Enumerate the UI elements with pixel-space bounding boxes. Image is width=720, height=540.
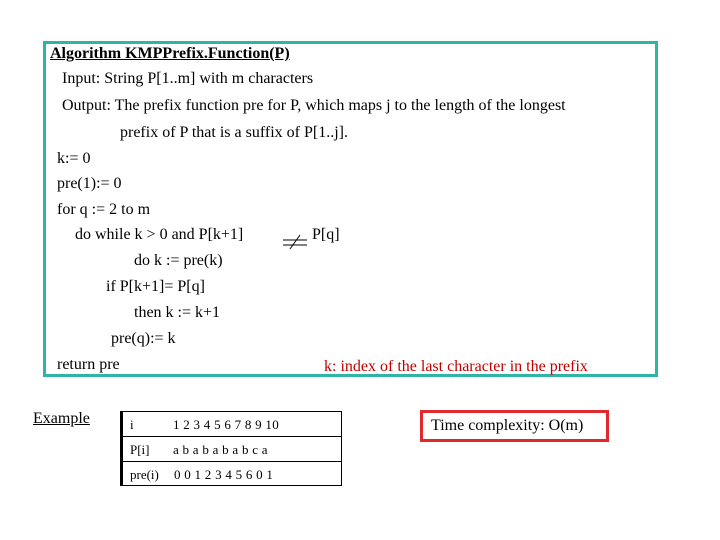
- row-label: pre(i): [130, 467, 159, 482]
- table-row: [123, 462, 341, 487]
- code-line-do-k: do k := pre(k): [134, 252, 223, 269]
- code-line-pre-assign: pre(q):= k: [111, 330, 176, 347]
- algorithm-input: Input: String P[1..m] with m characters: [62, 70, 314, 87]
- example-table: [120, 411, 342, 486]
- code-line-if: if P[k+1]= P[q]: [106, 278, 205, 295]
- code-line-k-init: k:= 0: [57, 150, 91, 167]
- code-line-for: for q := 2 to m: [57, 201, 151, 218]
- code-line-return: return pre: [57, 356, 120, 373]
- table-row: [123, 412, 341, 437]
- row-label: P[i]: [130, 442, 150, 457]
- code-line-while-rhs: P[q]: [312, 226, 340, 243]
- code-line-then: then k := k+1: [134, 304, 221, 321]
- code-line-pre-init: pre(1):= 0: [57, 175, 122, 192]
- algorithm-note: k: index of the last character in the prefix: [324, 358, 588, 375]
- algorithm-title: Algorithm KMPPrefix.Function(P): [50, 45, 290, 62]
- algorithm-output-line1: Output: The prefix function pre for P, which maps j to the length of the longest: [62, 97, 566, 114]
- not-equal-icon: [282, 234, 308, 250]
- row-cells: a b a b a b a b c a: [173, 442, 268, 457]
- row-label: i: [130, 417, 134, 432]
- table-row: [123, 437, 341, 462]
- row-cells: 0 0 1 2 3 4 5 6 0 1: [174, 467, 274, 482]
- example-label: Example: [33, 410, 90, 427]
- row-cells: 1 2 3 4 5 6 7 8 9 10: [173, 417, 279, 432]
- algorithm-output-line2: prefix of P that is a suffix of P[1..j].: [120, 124, 348, 141]
- time-complexity-box: Time complexity: O(m): [420, 410, 609, 442]
- code-line-while: do while k > 0 and P[k+1]: [75, 226, 244, 243]
